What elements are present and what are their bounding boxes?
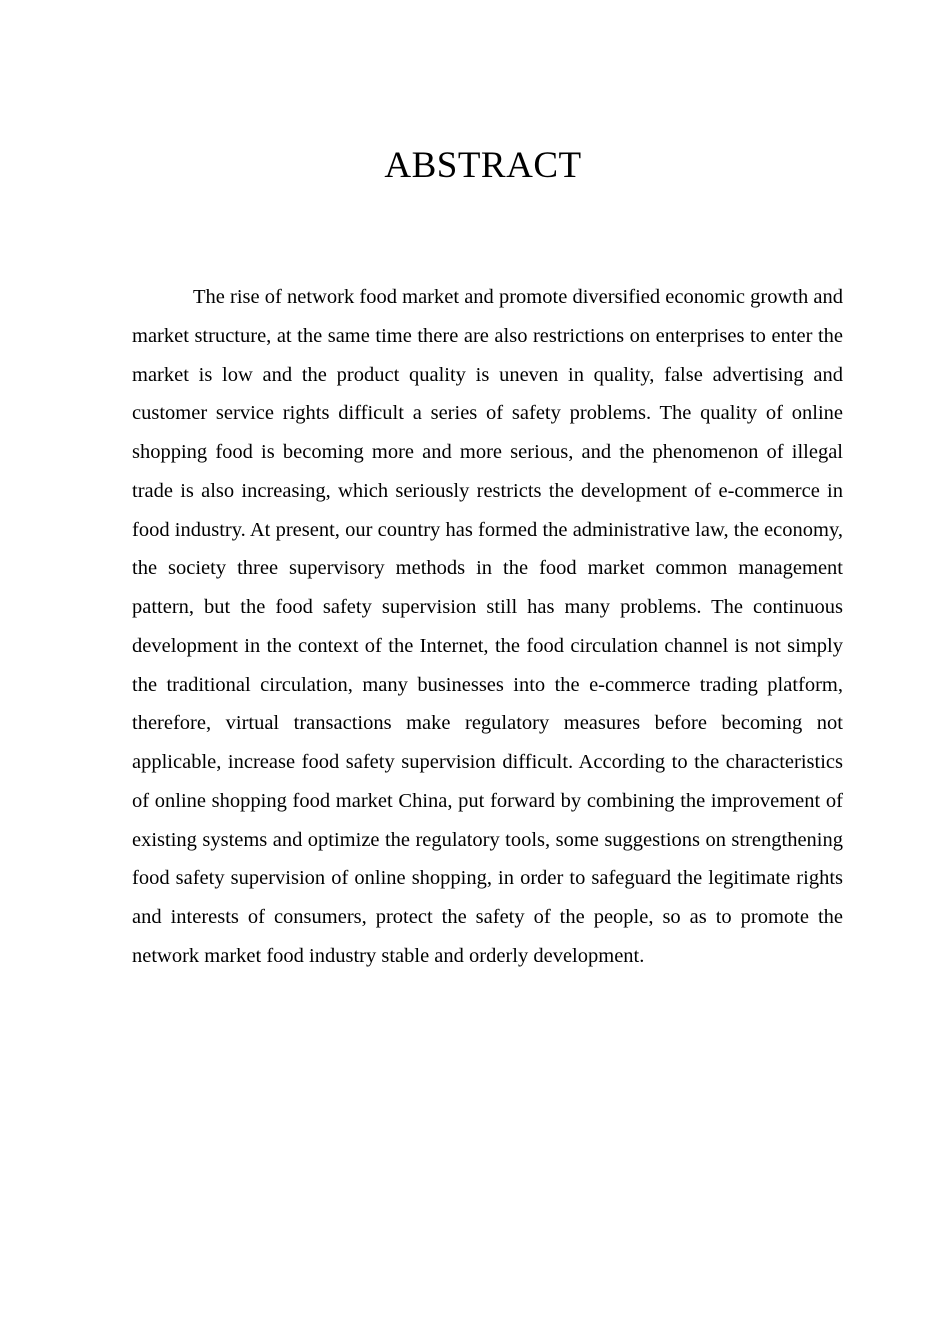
abstract-paragraph: The rise of network food market and promote diversified economic growth and market structure, at the same time there are also restrictions on enterprises to enter the market is low and the product quality is uneven in quality, false advertising and customer service rights difficult a series of safety problems. The quality of online shopping food is becoming more and more serious, and the phenomenon of illegal trade is also increasing, which seriously restricts the development of e-commerce in food industry. At present, our country has formed the administrative law, the economy, the society three supervisory methods in the food market common management pattern, but the food safety supervision still has many problems. The continuous development in the context of the Internet, the food circulation channel is not simply the traditional circulation, many businesses into the e-commerce trading platform, therefore, virtual transactions make regulatory measures before becoming not applicable, increase food safety supervision difficult. According to the characteristics of online shopping food market China, put forward by combining the improvement of existing systems and optimize the regulatory tools, some suggestions on strengthening food safety supervision of online shopping, in order to safeguard the legitimate rights and interests of consumers, protect the safety of the people, so as to promote the network market food industry stable and orderly development. [132,286,843,967]
abstract-title: ABSTRACT [384,145,582,186]
